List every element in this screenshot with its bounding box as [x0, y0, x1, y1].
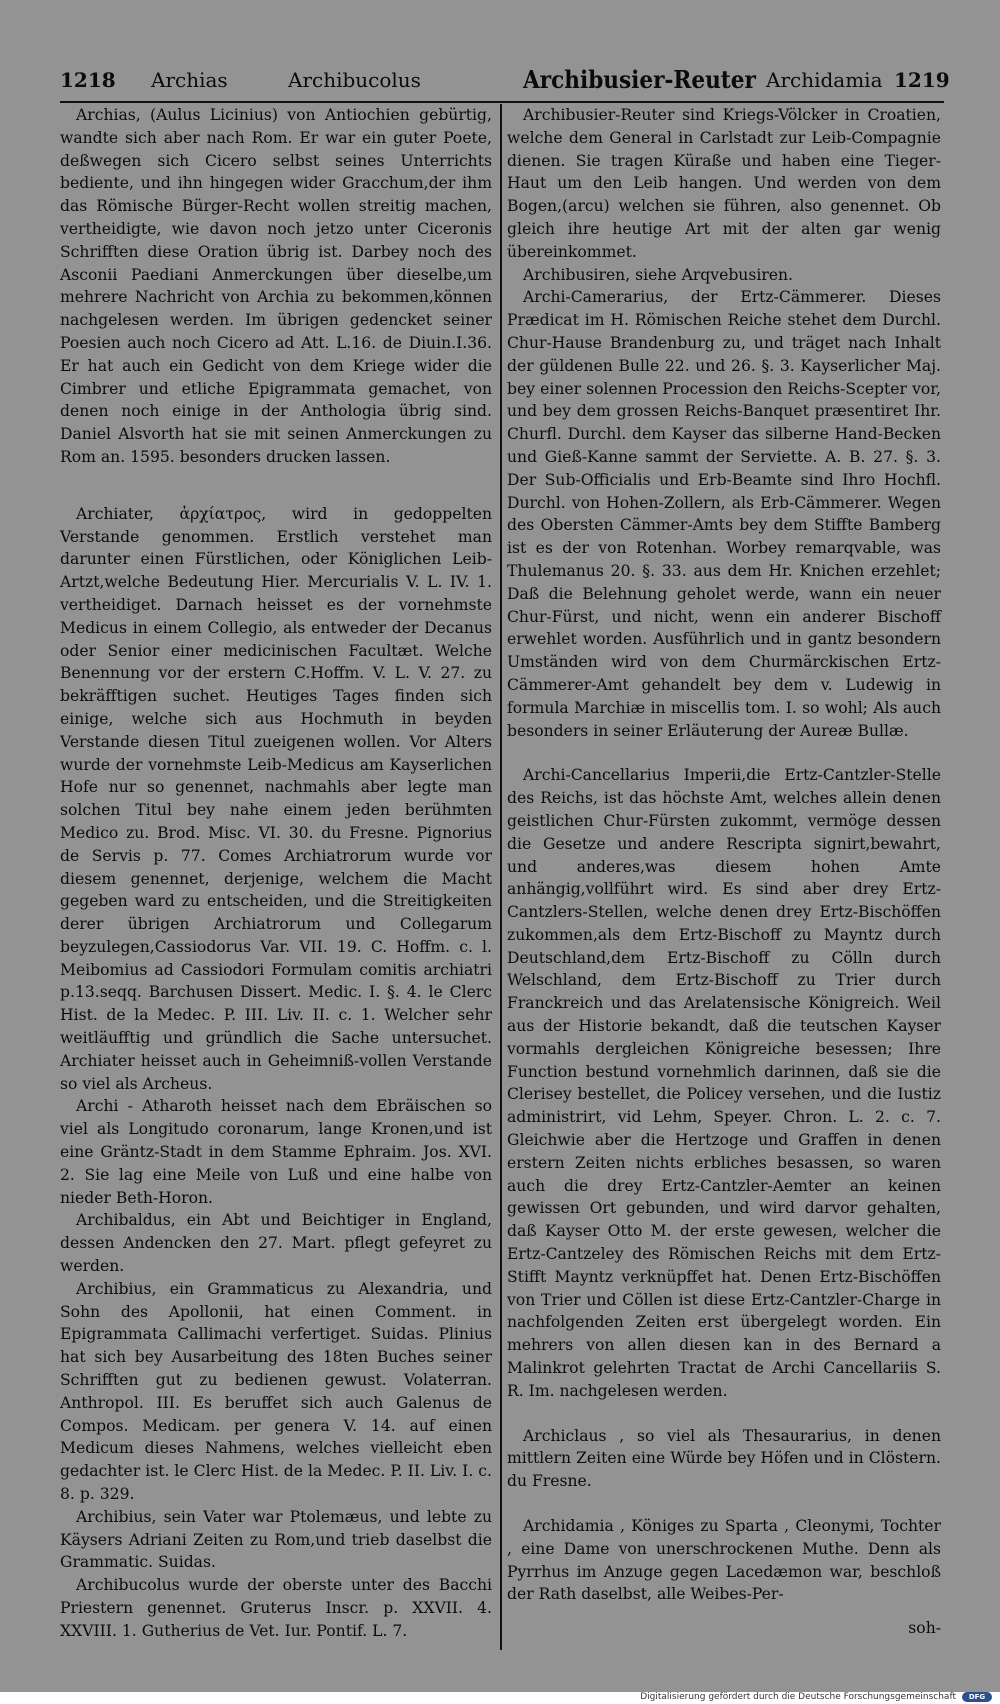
running-header: [0, 62, 1000, 100]
catchword: soh-: [908, 1619, 941, 1637]
footer-bar: [0, 1692, 1000, 1704]
headword-left-last: Archibucolus: [288, 68, 421, 92]
headword-right-last: Archidamia: [766, 68, 883, 92]
entry-archi-camerarius: Archi-Camerarius, der Ertz-Cämmerer. Dieses Prædicat im H. Römischen Reiche stehet dem Durchl. Chur-Hause Brandenburg zu, und träget nach Inhalt der güldenen Bulle 22. und 26. §. 3. Kayserlicher Maj. bey einer solennen Procession den Reichs-Scepter vor, und bey dem grossen Reichs-Banquet præsentiret Ihr. Churfl. Durchl. dem Kayser das silberne Hand-Becken und Gieß-Kanne sammt der Serviette. A. B. 27. §. 3. Der Sub-Officialis und Erb-Beamte sind Ihro Hochfl. Durchl. von Hohen-Zollern, als Erb-Cämmerer. Wegen des Obersten Cämmer-Amts bey dem Stiffte Bamberg ist es der von Rotenhan. Worbey remarqvable, was Thulemanus 20. §. 33. aus dem Hr. Knichen erzehlet; Daß die Belehnung geholet werde, wann ein neuer Chur-Fürst, und nicht, wenn ein anderer Bischoff erwehlet worden. Ausführlich und in gantz besondern Umständen wird von dem Churmärckischen Ertz-Cämmerer-Amt gehandelt bey dem v. Ludewig in formula Marchiæ in miscellis tom. I. so wohl; Als auch besonders in seiner Erläuterung der Aureæ Bullæ.: [507, 288, 941, 740]
entry-archibucolus: Archibucolus wurde der oberste unter des Bacchi Priestern genennet. Gruterus Inscr. p. XXVII. 4. XXVIII. 1. Gutherius de Vet. Iur. Pontif. L. 7.: [60, 1576, 492, 1640]
page-number-left: 1218: [60, 68, 116, 92]
entry-archibaldus: Archibaldus, ein Abt und Beichtiger in England, dessen Andencken den 27. Mart. pflegt gefeyret zu werden.: [60, 1211, 492, 1276]
entry-archibusier-reuter: Archibusier-Reuter sind Kriegs-Völcker in Croatien, welche dem General in Carlstadt zur Leib-Compagnie dienen. Sie tragen Küraße und haben eine Tieger-Haut um den Leib hangen. Und werden von dem Bogen,(arcu) welchen sie führen, also genennet. Ob gleich ihre heutige Art mit der alten gar wenig übereinkommet.: [507, 106, 941, 261]
entry-archi-atharoth: Archi - Atharoth heisset nach dem Ebräischen so viel als Longitudo coronarum, lange Kronen,und ist eine Gräntz-Stadt in dem Stamme Ephraim. Jos. XVI. 2. Sie lag eine Meile von Luß und eine halbe von nieder Beth-Horon.: [60, 1097, 492, 1207]
entry-archibius-grammaticus: Archibius, ein Grammaticus zu Alexandria, und Sohn des Apollonii, hat einen Comment. in Epigrammata Callimachi verfertiget. Suidas. Plinius hat sich bey Ausarbeitung des 18ten Buches seiner Schrifften gut zu bedienen gewust. Volaterran. Anthropol. III. Es beruffet sich auch Galenus de Compos. Medicam. per genera V. 14. auf einen Medicum dieses Nahmens, welches vielleicht eben gedachter ist. le Clerc Hist. de la Medec. P. II. Liv. I. c. 8. p. 329.: [60, 1279, 492, 1504]
entry-archibusiren: Archibusiren, siehe Arqvebusiren.: [523, 265, 794, 284]
column-divider: [500, 104, 502, 1650]
header-rule: [60, 101, 944, 103]
entry-archiater: Archiater, ἀρχίατρος, wird in gedoppelten Verstande genommen. Erstlich verstehet man darunter einen Fürstlichen, oder Königlichen Leib-Artzt,welche Bedeutung Hier. Mercurialis V. L. IV. 1. vertheidiget. Darnach heisset es der vornehmste Medicus in einem Collegio, als entweder der Decanus oder Senior einer medicinischen Facultæt. Welche Benennung vor der erstern C.Hoffm. V. L. V. 27. zu bekräfftigen suchet. Heutiges Tages finden sich einige, welche sich aus Hochmuth in beyden Verstande diesen Titul zueigenen wollen. Vor Alters wurde der vornehmste Leib-Medicus am Kayserlichen Hofe nur so genennet, nachmahls aber legte man solchen Titul bey nahe einem jeden berühmten Medico zu. Brod. Misc. VI. 30. du Fresne. Pignorius de Servis p. 77. Comes Archiatrorum wurde vor diesem genennet, derjenige, welchem die Macht gegeben ward zu entscheiden, und die Streitigkeiten derer übrigen Archiatrorum und Collegarum beyzulegen,Cassiodorus Var. VII. 19. C. Hoffm. c. l. Meibomius ad Cassiodori Formulam comitis archiatri p.13.seqq. Barchusen Dissert. Medic. I. §. 4. le Clerc Hist. de la Medec. P. III. Liv. II. c. 1. Welcher sehr weitläufftig und gründlich die Sache untersuchet. Archiater heisset auch in Geheimniß-vollen Verstande so viel als Archeus.: [60, 504, 492, 1093]
entry-archidamia: Archidamia , Königes zu Sparta , Cleonymi, Tochter , eine Dame von unerschrockenen Muthe. Denn als Pyrrhus im Anzuge gegen Lacedæmon war, beschloß der Rath daselbst, alle Weibes-Per-: [507, 1517, 941, 1604]
entry-archias: Archias, (Aulus Licinius) von Antiochien gebürtig, wandte sich aber nach Rom. Er war ein guter Poete, deßwegen sich Cicero selbst seines Unterrichts bediente, und ihn hingegen wider Gracchum,der ihm das Römische Bürger-Recht wollen streitig machen, vertheidigte, wie davon noch jetzo unter Ciceronis Schrifften diese Oration übrig ist. Darbey noch des Asconii Paediani Anmerckungen über dieselbe,um mehrere Nachricht von Archia zu bekommen,können nachgelesen werden. Im übrigen gedencket seiner Poesien auch noch Cicero ad Att. L.16. de Diuin.I.36. Er hat auch ein Gedicht von dem Kriege wider die Cimbrer und etliche Epigrammata gemachet, von denen noch einige in der Anthologia übrig sind. Daniel Alsvorth hat sie mit seinen Anmerckungen zu Rom an. 1595. besonders drucken lassen.: [60, 106, 492, 466]
left-column: [60, 104, 492, 1643]
right-column: [507, 104, 941, 1637]
page-number-right: 1219: [894, 68, 950, 92]
headword-left-first: Archias: [151, 68, 228, 92]
entry-archibius-ptolemaeus: Archibius, sein Vater war Ptolemæus, und lebte zu Käysers Adriani Zeiten zu Rom,und trieb daselbst die Grammatic. Suidas.: [60, 1507, 492, 1572]
entry-archi-cancellarius: Archi-Cancellarius Imperii,die Ertz-Cantzler-Stelle des Reichs, ist das höchste Amt, welches allein denen geistlichen Chur-Fürsten zukommt, vermöge dessen die Gesetze und andere Rescripta signirt,bewahrt, und anderes,was diesem hohen Amte anhängig,vollführt wird. Es sind aber drey Ertz-Cantzlers-Stellen, welche denen drey Ertz-Bischöffen zukommen,als dem Ertz-Bischoff zu Mayntz durch Deutschland,dem Ertz-Bischoff zu Cölln durch Welschland, dem Ertz-Bischoff zu Trier durch Franckreich und das Arelatensische Königreich. Weil aus der Historie bekandt, daß die teutschen Kayser vormahls dergleichen Königreiche besessen; Ihre Function bestund vornehmlich darinnen, daß sie die Clerisey bestellet, die Policey versehen, und die Iustiz administrirt, vid Lehm, Speyer. Chron. L. 2. c. 7. Gleichwie aber die Hertzoge und Graffen in denen erstern Zeiten nichts erbliches besassen, so waren auch die drey Ertz-Cantzler-Aemter an keinen gewissen Ort gebunden, und wird darvor gehalten, daß Kayser Otto M. der erste gewesen, welcher die Ertz-Cantzeley des Römischen Reichs mit dem Ertz-Stifft Mayntz verknüpffet hat. Denen Ertz-Bischöffen von Trier und Cöllen ist diese Ertz-Cantzler-Charge in nachfolgenden Zeiten erst übergelegt worden. Ein mehrers von allen diesen kan in des Bernard a Malinkrot gelehrten Tractat de Archi Cancellariis S. R. Im. nachgelesen werden.: [507, 766, 941, 1400]
headword-right-first: Archibusier-Reuter: [523, 65, 756, 94]
entry-archiclaus: Archiclaus , so viel als Thesaurarius, in denen mittlern Zeiten eine Würde bey Höfen und in Clöstern. du Fresne.: [507, 1426, 941, 1491]
funding-note: Digitalisierung gefördert durch die Deutsche Forschungsgemeinschaft: [640, 1692, 956, 1702]
dfg-logo: DFG: [962, 1692, 992, 1702]
